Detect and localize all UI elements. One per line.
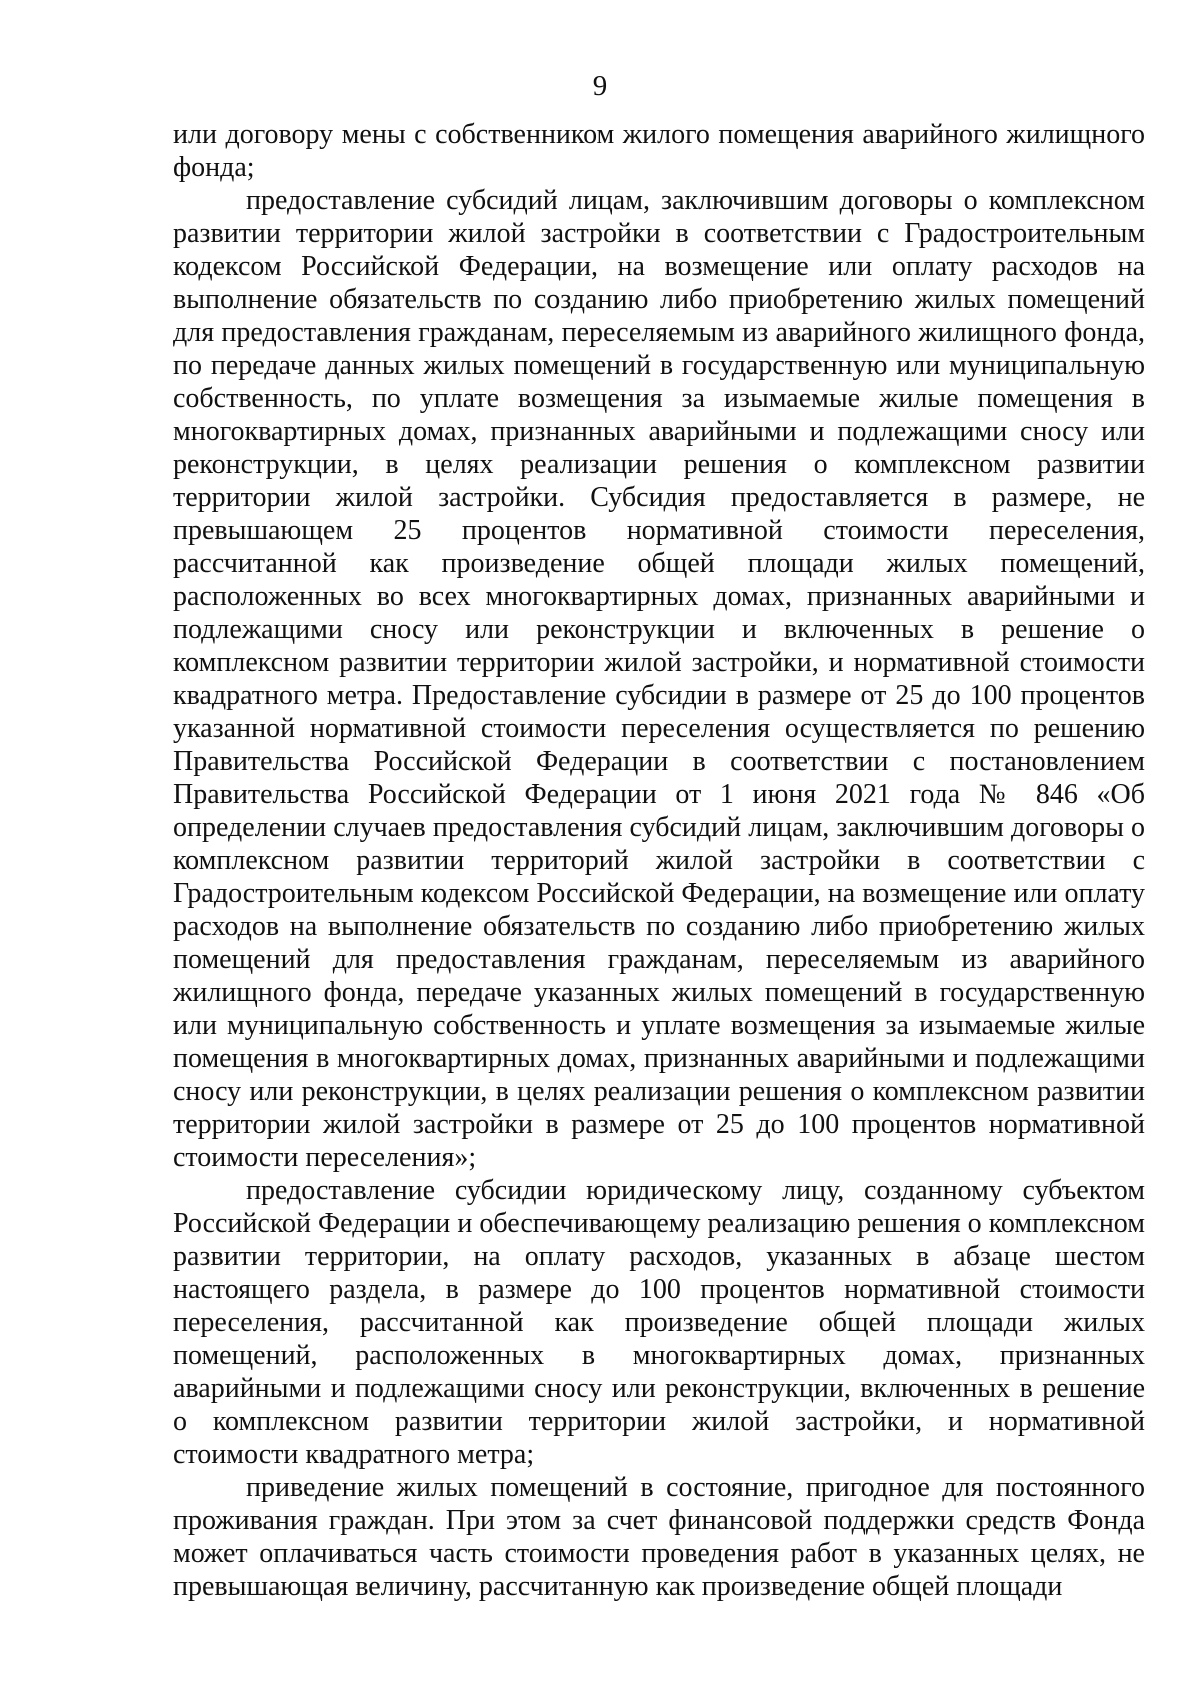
document-body xyxy=(173,118,1145,1603)
paragraph: предоставление субсидий лицам, заключившим договоры о комплексном развитии территории жилой застройки в соответствии с Градостроительным кодексом Российской Федерации, на возмещение или оплату расходов на выполнение обязательств по созданию либо приобретению жилых помещений для предоставления гражданам, переселяемым из аварийного жилищного фонда, по передаче данных жилых помещений в государственную или муниципальную собственность, по уплате возмещения за изымаемые жилые помещения в многоквартирных домах, признанных аварийными и подлежащими сносу или реконструкции, в целях реализации решения о комплексном развитии территории жилой застройки. Субсидия предоставляется в размере, не превышающем 25 процентов нормативной стоимости переселения, рассчитанной как произведение общей площади жилых помещений, расположенных во всех многоквартирных домах, признанных аварийными и подлежащими сносу или реконструкции и включенных в решение о комплексном развитии территории жилой застройки, и нормативной стоимости квадратного метра. Предоставление субсидии в размере от 25 до 100 процентов указанной нормативной стоимости переселения осуществляется по решению Правительства Российской Федерации в соответствии с постановлением Правительства Российской Федерации от 1 июня 2021 года № 846 «Об определении случаев предоставления субсидий лицам, заключившим договоры о комплексном развитии территорий жилой застройки в соответствии с Градостроительным кодексом Российской Федерации, на возмещение или оплату расходов на выполнение обязательств по созданию либо приобретению жилых помещений для предоставления гражданам, переселяемым из аварийного жилищного фонда, передаче указанных жилых помещений в государственную или муниципальную собственность и уплате возмещения за изымаемые жилые помещения в многоквартирных домах, признанных аварийными и подлежащими сносу или реконструкции, в целях реализации решения о комплексном развитии территории жилой застройки в размере от 25 до 100 процентов нормативной стоимости переселения»; xyxy=(173,185,1145,1173)
paragraph: приведение жилых помещений в состояние, пригодное для постоянного проживания граждан. При этом за счет финансовой поддержки средств Фонда может оплачиваться часть стоимости проведения работ в указанных целях, не превышающая величину, рассчитанную как произведение общей площади xyxy=(173,1472,1145,1602)
page-number: 9 xyxy=(592,70,608,102)
paragraph-continuation: или договору мены с собственником жилого помещения аварийного жилищного фонда; xyxy=(173,119,1145,183)
paragraph: предоставление субсидии юридическому лицу, созданному субъектом Российской Федерации и обеспечивающему реализацию решения о комплексном развитии территории, на оплату расходов, указанных в абзаце шестом настоящего раздела, в размере до 100 процентов нормативной стоимости переселения, рассчитанной как произведение общей площади жилых помещений, расположенных в многоквартирных домах, признанных аварийными и подлежащими сносу или реконструкции, включенных в решение о комплексном развитии территории жилой застройки, и нормативной стоимости квадратного метра; xyxy=(173,1175,1145,1470)
